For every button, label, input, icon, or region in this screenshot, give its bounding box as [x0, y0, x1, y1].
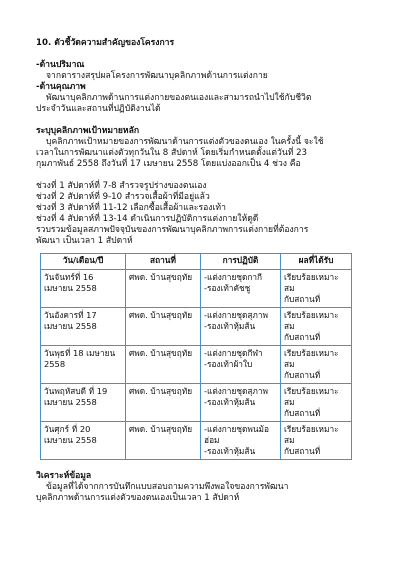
table-row [41, 346, 352, 384]
cell-date: วันศุกร์ ที่ 20 เมษายน 2558 [41, 422, 126, 460]
quality-label: -ด้านคุณภาพ [36, 82, 86, 92]
quality-line-1: พัฒนาบุคลิกภาพด้านการแต่งกายของตนเองและสามารถนำไปใช้กับชีวิต [46, 93, 312, 103]
analysis-line-1: ข้อมูลที่ได้จากการบันทึกแบบสอบถามความพึงพอใจของการพัฒนา [46, 482, 289, 492]
cell-place: ศพด. บ้านสุขฤทัย [126, 346, 201, 384]
cell-result: เรียบร้อยเหมาะสม กับสถานที่ [281, 270, 352, 308]
schedule-table [40, 253, 352, 460]
header-action: การปฏิบัติ [201, 254, 281, 270]
period-4: ช่วงที่ 4 สัปดาห์ที่ 13-14 ดำเนินการปฏิบัติการแต่งกายให้ดูดี [36, 214, 259, 224]
summary-line-2: พัฒนา เป็นเวลา 1 สัปดาห์ [36, 236, 133, 246]
analysis-line-2: บุคลิกภาพด้านการแต่งตัวของตนเองเป็นเวลา 1 สัปดาห์ [36, 493, 240, 503]
cell-result: เรียบร้อยเหมาะสม กับสถานที่ [281, 384, 352, 422]
cell-result: เรียบร้อยเหมาะสม กับสถานที่ [281, 308, 352, 346]
table-header-row [41, 254, 352, 270]
analysis-label: วิเคราะห์ข้อมูล [36, 471, 92, 481]
quantity-label: -ด้านปริมาณ [36, 60, 85, 70]
table-row [41, 384, 352, 422]
section-title: 10. ตัวชี้วัดความสำคัญของโครงการ [36, 38, 175, 48]
period-3: ช่วงที่ 3 สัปดาห์ที่ 11-12 เลือกซื้อเสื้อผ้าและรองเท้า [36, 203, 226, 213]
cell-action: -แต่งกายชุดกีฬา -รองเท้าผ้าใบ [201, 346, 281, 384]
target-line-2: เวลาในการพัฒนาแต่งตัวทุกวันใน 8 สัปดาห์ โดยเริ่มกำหนดตั้งแต่วันที่ 23 [36, 148, 308, 158]
header-date: วัน/เดือน/ปี [41, 254, 126, 270]
header-result: ผลที่ได้รับ [281, 254, 352, 270]
cell-date: วันพฤหัสบดี ที่ 19 เมษายน 2558 [41, 384, 126, 422]
table-row [41, 270, 352, 308]
quantity-text: จากตารางสรุปผลโครงการพัฒนาบุคลิกภาพด้านการแต่งกาย [46, 71, 268, 81]
cell-date: วันจันทร์ที่ 16 เมษายน 2558 [41, 270, 126, 308]
document-page [36, 38, 366, 504]
cell-action: -แต่งกายชุดพนม้อฮ่อม -รองเท้าหุ้มส้น [201, 422, 281, 460]
cell-action: -แต่งกายชุดสุภาพ -รองเท้าหุ้มส้น [201, 308, 281, 346]
cell-date: วันพุธที่ 18 เมษายน 2558 [41, 346, 126, 384]
cell-place: ศพด. บ้านสุขฤทัย [126, 308, 201, 346]
cell-place: ศพด. บ้านสุขฤทัย [126, 270, 201, 308]
cell-result: เรียบร้อยเหมาะสม กับสถานที่ [281, 422, 352, 460]
period-1: ช่วงที่ 1 สัปดาห์ที่ 7-8 สำรวจรูปร่างของตนเอง [36, 181, 207, 191]
header-place: สถานที่ [126, 254, 201, 270]
cell-action: -แต่งกายชุดกากี -รองเท้าคัชชู [201, 270, 281, 308]
cell-place: ศพด. บ้านสุขฤทัย [126, 384, 201, 422]
cell-action: -แต่งกายชุดสุภาพ -รองเท้าหุ้มส้น [201, 384, 281, 422]
table-row [41, 308, 352, 346]
target-label: ระบุบุคลิกภาพเป้าหมายหลัก [36, 126, 140, 136]
cell-place: ศพด. บ้านสุขฤทัย [126, 422, 201, 460]
quality-line-2: ประจำวันและสถานที่ปฏิบัติงานได้ [36, 104, 161, 114]
cell-date: วันอังคารที่ 17 เมษายน 2558 [41, 308, 126, 346]
cell-result: เรียบร้อยเหมาะสม กับสถานที่ [281, 346, 352, 384]
period-2: ช่วงที่ 2 สัปดาห์ที่ 9-10 สำรวจเสื้อผ้าที่มีอยู่แล้ว [36, 192, 210, 202]
target-line-1: บุคลิกภาพเป้าหมายของการพัฒนาด้านการแต่งตัวของตนเอง ในครั้งนี้ จะใช้ [46, 137, 324, 147]
target-line-3: กุมภาพันธ์ 2558 ถึงวันที่ 17 เมษายน 2558 โดยแบ่งออกเป็น 4 ช่วง คือ [36, 159, 301, 169]
table-row [41, 422, 352, 460]
summary-line-1: รวบรวมข้อมูลสภาพปัจจุบันของการพัฒนาบุคลิกภาพการแต่งกายที่ต้องการ [36, 225, 309, 235]
